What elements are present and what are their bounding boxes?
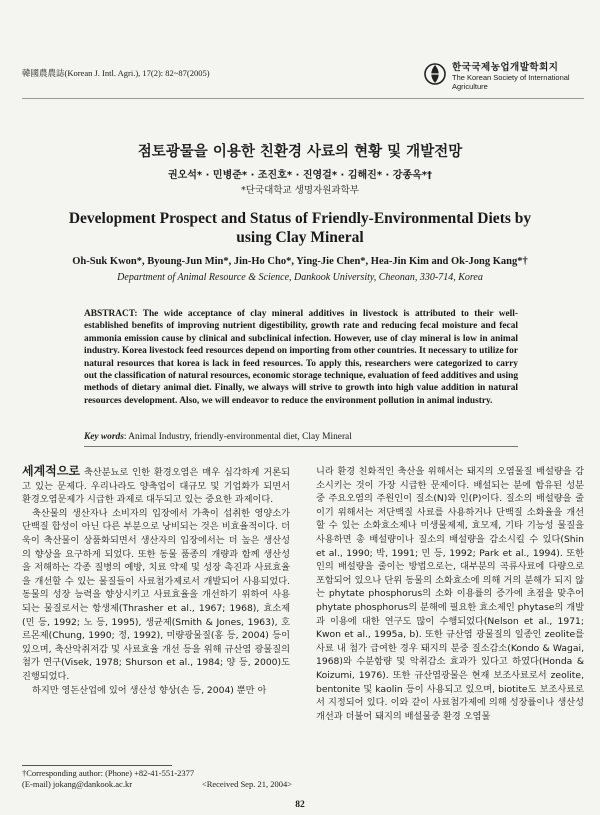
affiliation-korean: *단국대학교 생명자원과학부 [241, 185, 359, 196]
affiliation-english: Department of Animal Resource & Science, Dankook University, Cheonan, 330-714, Korea [117, 272, 483, 283]
header-divider [22, 98, 584, 99]
received-date: <Received Sep. 21, 2004> [201, 779, 292, 789]
paragraph: 니라 환경 친화적인 축산을 위해서는 돼지의 오염물질 배설량을 감소시키는 것이 가장 시급한 문제이다. 배설되는 분에 함유된 성분 중 주요오염의 주원인이 질소(N)와 인(P)이다. 질소의 배설량을 줄이기 위해서는 저단백질 사료를 사용하거나 단백질 소화율을 개선할 수 있는 소화효소제나 미생물제제, 효모제, 기타 기능성 물질을 사용하면 총 배설량이나 질소의 배설량을 감소시킬 수 있다(Shin et al., 1990; 박, 1991; 민 등, 1992; Park et al., 1994). 또한 인의 배설량을 줄이는 방법으로는, 대부분의 곡류사료에 다량으로 포함되어 있으나 단위 동물의 소화효소에 의해 거의 분해가 되지 않는 phytate phosphorus의 소화 이용률의 증가에 초점을 맞추어 phytate phosphorus의 분해에 필요한 효소제인 phytase의 개발과 이용에 대한 연구도 많이 수행되었다(Nelson et al., 1971; Kwon et al., 1995a, b). 또한 규산염 광물질의 일종인 zeolite를 사료 내 첨가 급여한 경우 돼지의 분중 질소감소(Kondo & Wagai, 1968)와 수분함량 및 악취감소 효과가 있다고 하였다(Honda & Koizumi, 1976). 또한 규산염광물은 현재 보조사료로서 zeolite, bentonite 및 kaolin 등이 사용되고 있으며, biotite도 보조사료로서 지정되어 있다. 이와 같이 사료첨가제에 의해 성장률이나 생산성 개선과 더불어 돼지의 배설물중 환경 오염물 [316, 466, 584, 722]
footnote-divider [22, 765, 172, 766]
society-name-en: The Korean Society of International Agriculture [452, 73, 570, 91]
footnote-contact [22, 779, 292, 789]
paragraph: 축산물의 생산자나 소비자의 입장에서 가축이 섭취한 영양소가 단백질 합성이 아닌 다른 부분으로 낭비되는 것은 비효율적이다. 더욱이 축산물이 상품화되면서 생산자의 입장에서는 더 높은 생산성의 향상을 요구하게 되었다. 또한 동물 품종의 개량과 함께 생산성을 저해하는 각종 질병의 예방, 치료 약제 및 성장 촉진과 사료효율을 개선할 수 있는 물질들이 사료첨가제로서 개발되어 사용되었다. 동물의 성장 능력을 향상시키고 사료효율을 개선하기 위하여 사용되는 물질로서는 항생제(Thrasher et al., 1967; 1968), 효소제(민 등, 1992; 노 등, 1995), 생균제(Smith & Jones, 1963), 호르몬제(Chung, 1990; 정, 1992), 미량광물질(홍 등, 2004) 등이 있으며, 축산악취저감 및 사료효율 개선 등을 위해 규산염 광물질의 첨가 연구(Visek, 1978; Shurson et al., 1984; 양 등, 2000)도 진행되었다. [22, 507, 290, 682]
title-korean: 점토광물을 이용한 친환경 사료의 현황 및 개발전망 [137, 144, 463, 160]
author-email: (E-mail) jokang@dankook.ac.kr [22, 779, 133, 789]
keywords-text: : Animal Industry, friendly-environmental diet, Clay Mineral [123, 432, 352, 442]
authors-english: Oh-Suk Kwon*, Byoung-Jun Min*, Jin-Ho Cho*, Ying-Jie Chen*, Hea-Jin Kim and Ok-Jong Kang*† [72, 256, 528, 267]
corresponding-author: †Corresponding author: (Phone) +82-41-551-2377 [22, 768, 195, 778]
paragraph [22, 465, 290, 507]
page-number: 82 [295, 800, 305, 810]
paragraph-text: 축산분뇨로 인한 환경오염은 매우 심각하게 거론되고 있는 문제다. 우리나라도 양축업이 대규모 및 기업화가 되면서 환경오염문제가 시급한 과제로 대두되고 있는 중요한 과제이다. [22, 467, 290, 506]
authors-korean: 권오석* · 민병준* · 조진호* · 진영걸* · 김해진* · 강종옥*† [167, 170, 433, 181]
keywords [84, 432, 518, 442]
abstract: ABSTRACT: The wide acceptance of clay mineral additives in livestock is attributed to their well-established benefits of improving nutrient digestibility, growth rate and reducing fecal moisture and fecal ammonia emission cause by clinical and subclinical infection. However, use of clay mineral is low in animal industry. Korea livestock feed resources depend on importing from other countries. It necessary to utilize for natural resources that korea is lack in feed resources. To apply this, researchers were categorized to carry out the classification of natural resources, economic storage technique, evaluation of feed additives and using methods of dietary animal diet. Finally, we always will strive to growth into high value addition in natural resources development. Also, we will endeavor to reduce the environment pollution in animal industry. [84, 309, 519, 406]
paragraph: 하지만 영돈산업에 있어 생산성 향상(손 등, 2004) 뿐만 아 [32, 684, 267, 696]
society-name-ko: 한국국제농업개발학회지 [452, 62, 559, 73]
abstract-divider [84, 446, 518, 447]
section-heading: 세계적으로 [22, 464, 80, 478]
title-english: Development Prospect and Status of Friendly-Environmental Diets by using Clay Mineral [68, 210, 532, 246]
body-column-right [316, 465, 584, 723]
body-column-left [22, 465, 290, 697]
society-logo-icon [424, 61, 446, 87]
society-header [424, 57, 584, 97]
journal-citation: 韓國農農誌(Korean J. Intl. Agri.), 17(2): 82~87(2005) [22, 68, 210, 78]
keywords-label: Key words [84, 432, 124, 442]
